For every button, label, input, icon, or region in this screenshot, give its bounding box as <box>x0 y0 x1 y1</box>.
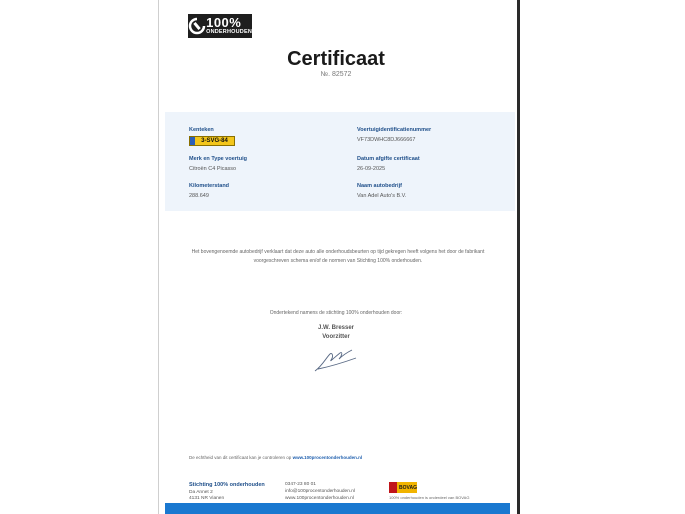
footer-website[interactable]: www.100procentonderhouden.nl <box>285 496 354 501</box>
signature-icon <box>312 344 360 374</box>
signer-name: J.W. Bresser <box>317 325 355 331</box>
bovag-badge-icon <box>389 482 397 493</box>
footer-address-2: 4131 NR Vianen <box>189 496 225 501</box>
value-kilometerstand: 288.649 <box>189 193 209 199</box>
label-kilometerstand: Kilometerstand <box>189 183 230 189</box>
footer-address-1: Da Annet 2 <box>189 490 213 495</box>
logo-text-small: ONDERHOUDEN <box>206 29 252 36</box>
bovag-logo <box>389 482 417 493</box>
statement-line-2: voorgeschreven schema en/of de normen van Stichting 100% onderhouden. <box>253 258 423 264</box>
footer-phone: 0347-23 80 01 <box>285 482 316 487</box>
footer-organization: Stichting 100% onderhouden <box>189 482 265 488</box>
signer-role: Voorzitter <box>322 334 350 340</box>
signed-on-behalf-text: Ondertekend namens de stichting 100% onderhouden door: <box>269 310 403 316</box>
logo-100-onderhouden <box>188 14 252 38</box>
verification-link[interactable]: www.100procentonderhouden.nl <box>292 455 363 460</box>
page-title: Certificaat <box>287 48 385 70</box>
certificate-number: №. 82572 <box>320 71 352 78</box>
value-merk: Citroën C4 Picasso <box>189 166 237 172</box>
license-plate <box>189 136 235 146</box>
label-autobedrijf: Naam autobedrijf <box>357 183 402 189</box>
verification-note <box>189 455 362 460</box>
label-kenteken: Kenteken <box>189 127 214 133</box>
value-datum: 26-09-2025 <box>357 166 386 172</box>
license-plate-value: 3-SVG-84 <box>201 138 228 144</box>
footer-email[interactable]: info@100procentonderhouden.nl <box>285 489 355 494</box>
bovag-label: BOVAG <box>399 484 417 491</box>
footer-accent-bar <box>165 503 510 514</box>
verification-text: De echtheid van dit certificaat kan je controleren op <box>189 455 292 460</box>
bovag-note: 100% onderhouden is onderdeel van BOVAG <box>389 495 470 500</box>
label-datum: Datum afgifte certificaat <box>357 156 420 162</box>
value-autobedrijf: Van Adel Auto's B.V. <box>357 193 407 199</box>
certificate-statement <box>170 248 506 266</box>
signer-block <box>158 324 514 342</box>
label-merk: Merk en Type voertuig <box>189 156 247 162</box>
wrench-icon <box>188 14 206 38</box>
statement-line-1: Het bovengenoemde autobedrijf verklaart dat deze auto alle onderhoudsbeurten op tijd gekregen heeft volgens het door de fabrikant <box>191 249 485 255</box>
logo-text-big: 100% <box>206 15 242 31</box>
label-vin: Voertuigidentificatienummer <box>357 127 432 133</box>
value-vin: VF73DWHC8DJ666667 <box>357 137 416 143</box>
